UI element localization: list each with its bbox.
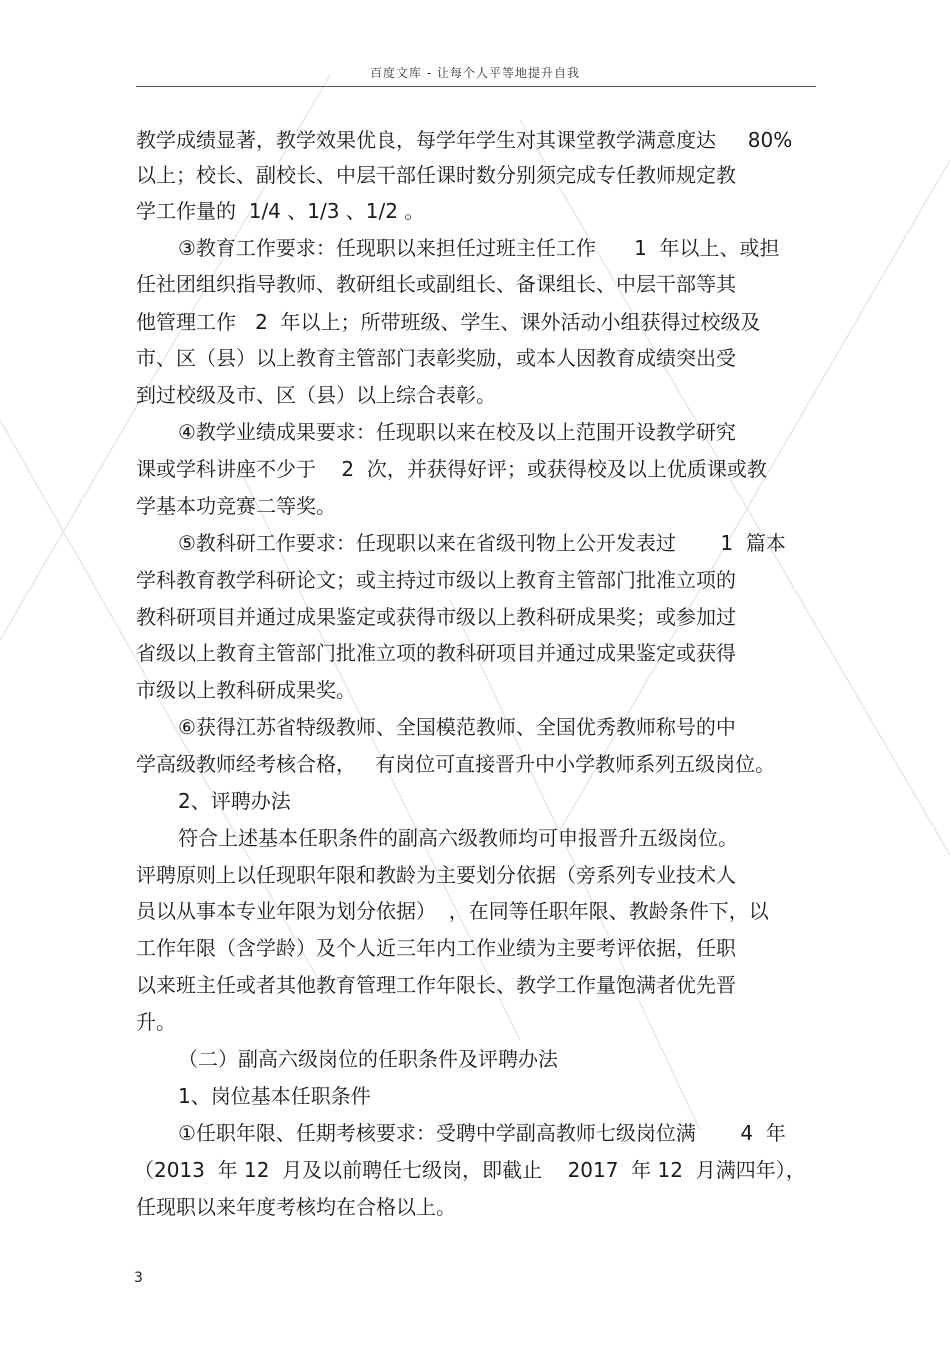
text-line: （2013 年 12 月及以前聘任七级岗，即截止 2017 年 12 月满四年）， <box>134 1158 806 1182</box>
text-line: 升。 <box>136 1010 176 1034</box>
text-line: 省级以上教育主管部门批准立项的教科研项目并通过成果鉴定或获得 <box>136 641 736 665</box>
text-line: 市、区（县）以上教育主管部门表彰奖励，或本人因教育成绩突出受 <box>136 346 736 370</box>
text-line: 任现职以来年度考核均在合格以上。 <box>136 1195 456 1219</box>
text-line: 学科教育教学科研论文；或主持过市级以上教育主管部门批准立项的 <box>136 568 736 592</box>
text-line: 评聘原则上以任现职年限和教龄为主要划分依据（旁系列专业技术人 <box>136 863 736 887</box>
text-line: 学工作量的 1/4 、1/3 、1/2 。 <box>136 199 425 223</box>
text-line: 市级以上教科研成果奖。 <box>136 678 356 702</box>
page-header: 百度文库 - 让每个人平等地提升自我 <box>370 66 580 80</box>
section-heading: （二）副高六级岗位的任职条件及评聘办法 <box>178 1047 558 1071</box>
text-line: 工作年限（含学龄）及个人近三年内工作业绩为主要考评依据，任职 <box>136 936 736 960</box>
text-line: 他管理工作 2 年以上；所带班级、学生、课外活动小组获得过校级及 <box>136 310 761 334</box>
text-line: 以上；校长、副校长、中层干部任课时数分别须完成专任教师规定教 <box>136 163 736 187</box>
text-line: 员以从事本专业年限为划分依据） ，在同等任职年限、教龄条件下，以 <box>136 899 769 923</box>
text-line: 到过校级及市、区（县）以上综合表彰。 <box>136 383 496 407</box>
text-line: ⑥获得江苏省特级教师、全国模范教师、全国优秀教师称号的中 <box>178 715 736 739</box>
page-number: 3 <box>134 1270 143 1286</box>
header-divider <box>136 86 816 87</box>
text-line: 符合上述基本任职条件的副高六级教师均可申报晋升五级岗位。 <box>178 826 738 850</box>
text-line: 教学成绩显著，教学效果优良，每学年学生对其课堂教学满意度达 80% <box>136 128 793 152</box>
text-line: ⑤教科研工作要求：任现职以来在省级刊物上公开发表过 1 篇本 <box>178 531 786 555</box>
text-line: 学基本功竞赛二等奖。 <box>136 494 336 518</box>
section-heading: 2、评聘办法 <box>178 789 291 813</box>
text-line: 以来班主任或者其他教育管理工作年限长、教学工作量饱满者优先晋 <box>136 973 736 997</box>
text-line: 任社团组织指导教师、教研组长或副组长、备课组长、中层干部等其 <box>136 272 736 296</box>
text-line: 课或学科讲座不少于 2 次，并获得好评；或获得校及以上优质课或教 <box>136 457 767 481</box>
text-line: ④教学业绩成果要求：任现职以来在校及以上范围开设教学研究 <box>178 420 736 444</box>
text-line: ③教育工作要求：任现职以来担任过班主任工作 1 年以上、或担 <box>178 236 780 260</box>
section-heading: 1、岗位基本任职条件 <box>178 1084 371 1108</box>
text-line: ①任职年限、任期考核要求：受聘中学副高教师七级岗位满 4 年 <box>178 1121 786 1145</box>
text-line: 学高级教师经考核合格， 有岗位可直接晋升中小学教师系列五级岗位。 <box>136 752 776 776</box>
text-line: 教科研项目并通过成果鉴定或获得市级以上教科研成果奖；或参加过 <box>136 605 736 629</box>
